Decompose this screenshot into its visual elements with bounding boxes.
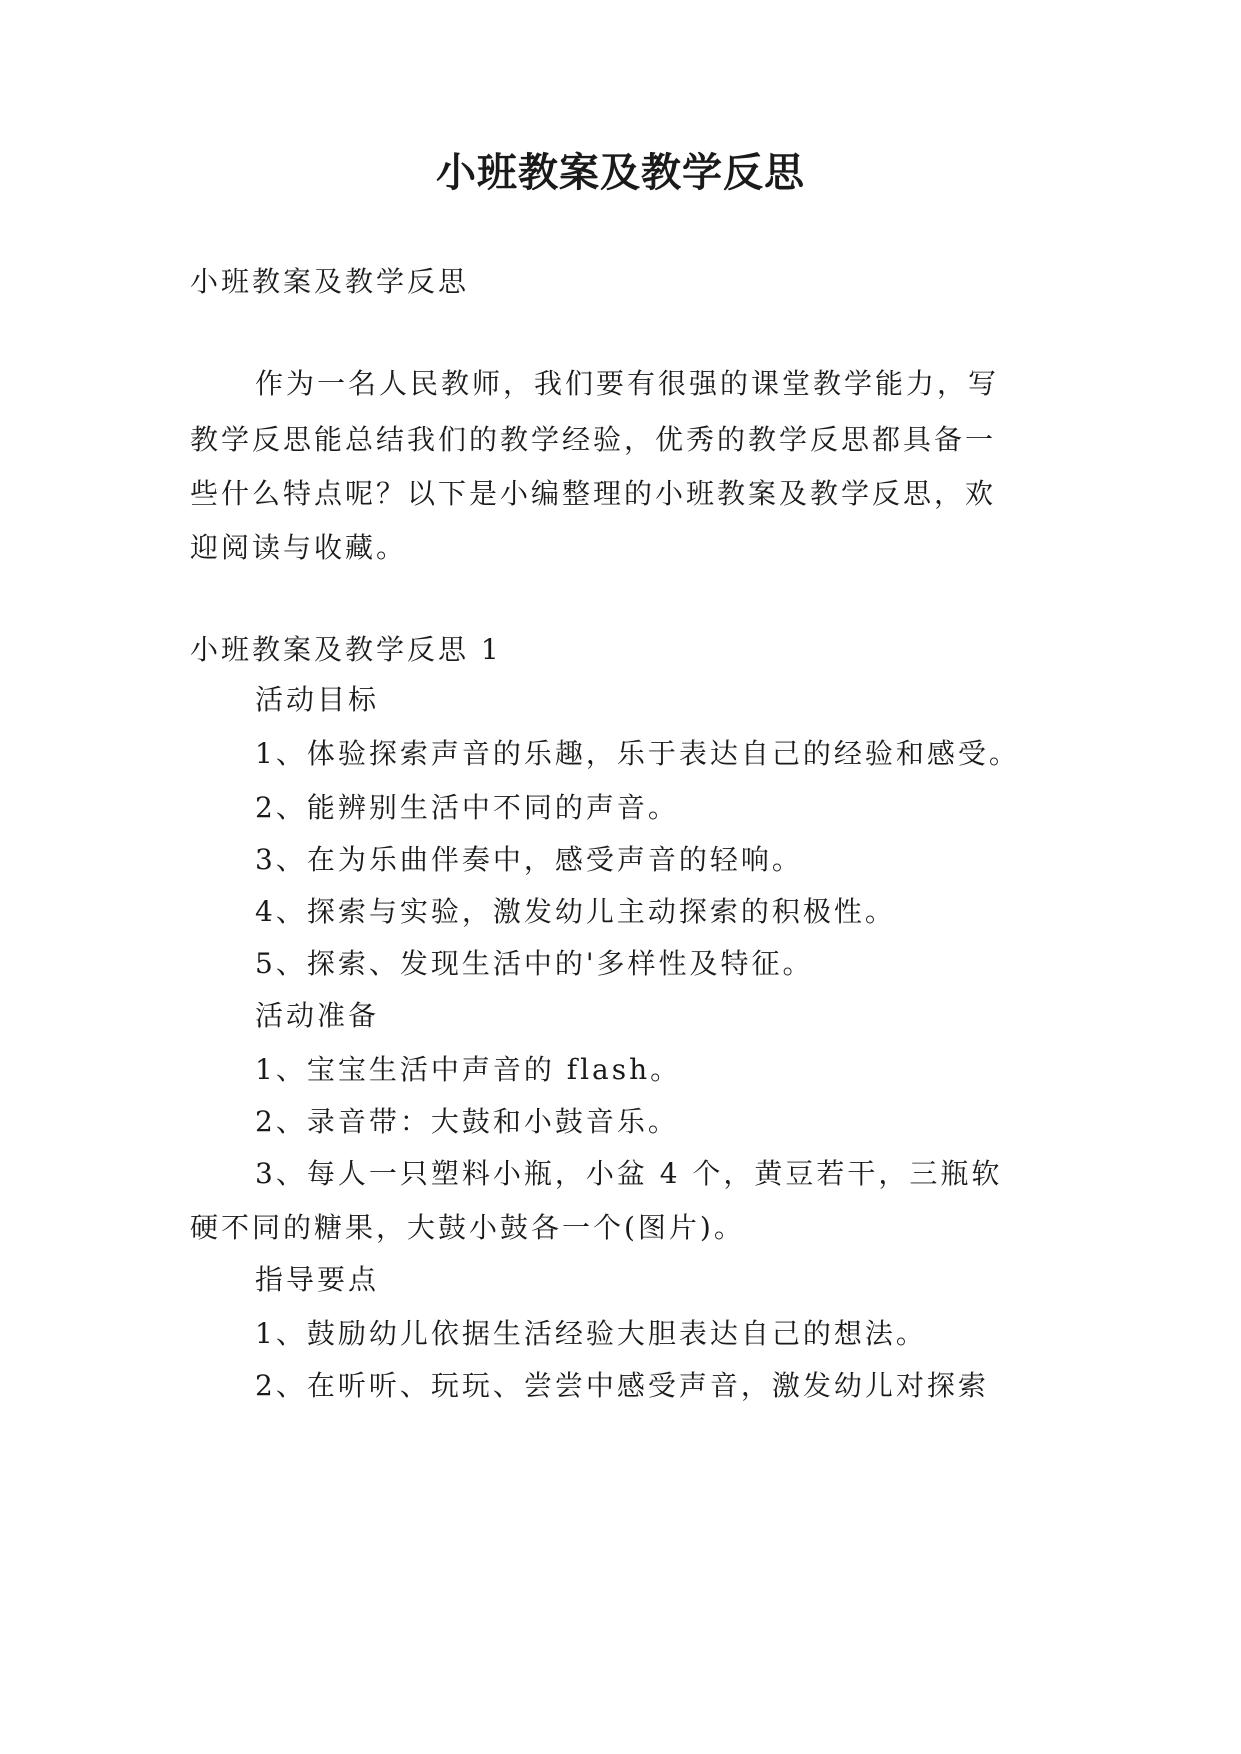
prep-heading: 活动准备	[255, 999, 380, 1032]
goal-item: 5、探索、发现生活中的'多样性及特征。	[255, 947, 814, 980]
intro-line: 作为一名人民教师，我们要有很强的课堂教学能力，写	[255, 367, 1000, 400]
goal-item: 1、体验探索声音的乐趣，乐于表达自己的经验和感受。	[255, 737, 1020, 770]
prep-item: 3、每人一只塑料小瓶，小盆 4 个，黄豆若干，三瓶软	[255, 1157, 1003, 1190]
goal-item: 4、探索与实验，激发幼儿主动探索的积极性。	[255, 895, 896, 928]
goal-item: 3、在为乐曲伴奏中，感受声音的轻响。	[255, 843, 803, 876]
goals-heading: 活动目标	[255, 683, 380, 716]
guide-item: 1、鼓励幼儿依据生活经验大胆表达自己的想法。	[255, 1317, 927, 1350]
intro-line: 教学反思能总结我们的教学经验，优秀的教学反思都具备一	[190, 423, 997, 456]
guide-item: 2、在听听、玩玩、尝尝中感受声音，激发幼儿对探索	[255, 1369, 989, 1402]
document-title: 小班教案及教学反思	[436, 149, 805, 196]
prep-item: 2、录音带：大鼓和小鼓音乐。	[255, 1105, 679, 1138]
intro-line: 迎阅读与收藏。	[190, 531, 408, 564]
prep-item-continued: 硬不同的糖果，大鼓小鼓各一个(图片)。	[190, 1211, 745, 1244]
section-heading: 小班教案及教学反思 1	[190, 633, 502, 666]
prep-item: 1、宝宝生活中声音的 flash。	[255, 1053, 682, 1086]
guide-heading: 指导要点	[255, 1263, 380, 1296]
intro-line: 些什么特点呢？以下是小编整理的小班教案及教学反思，欢	[190, 477, 997, 510]
goal-item: 2、能辨别生活中不同的声音。	[255, 791, 679, 824]
document-subtitle: 小班教案及教学反思	[190, 265, 470, 298]
